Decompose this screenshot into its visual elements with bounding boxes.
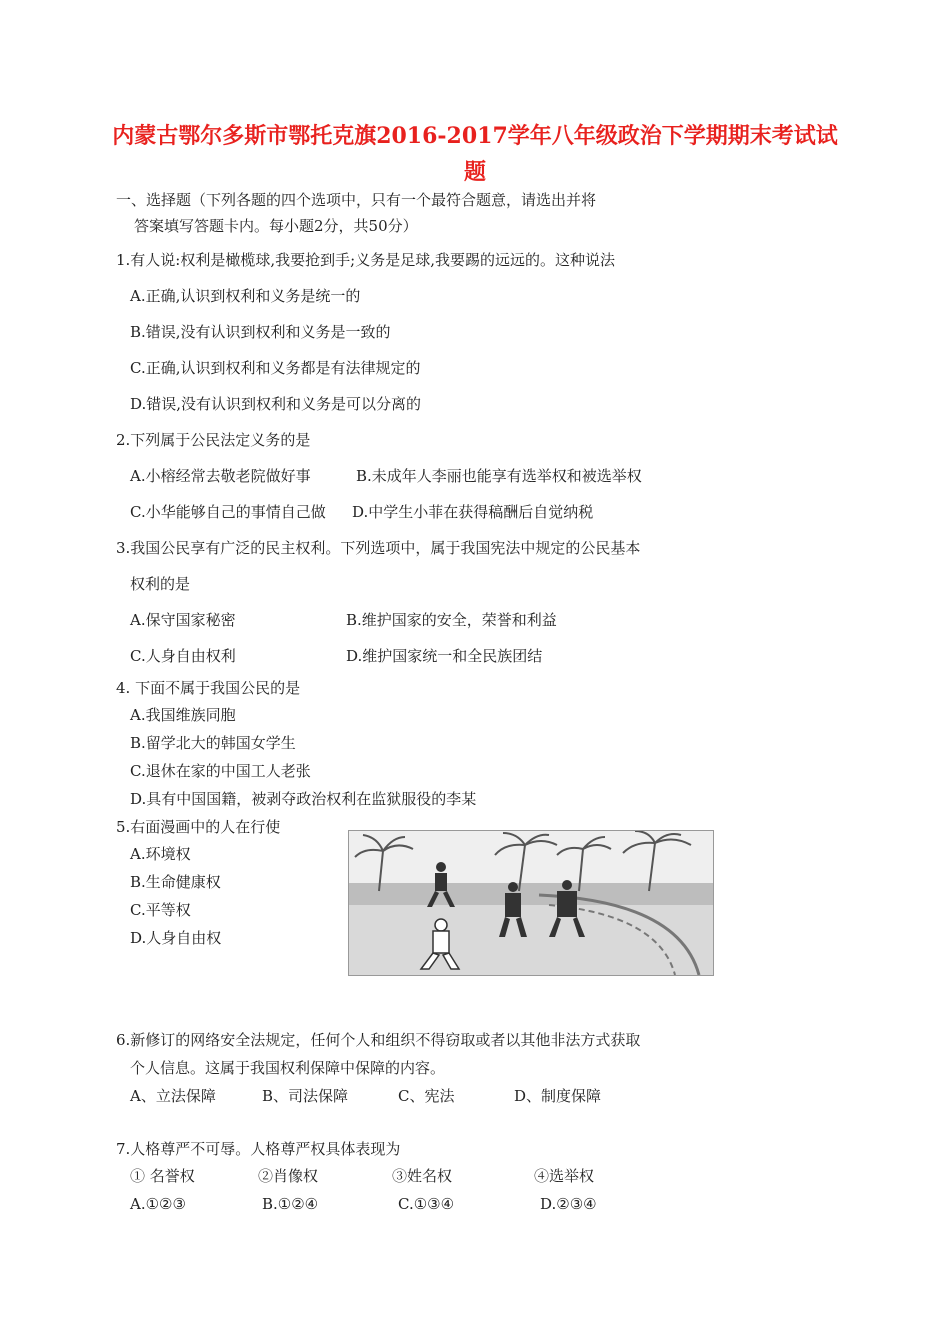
q3-option-d: D.维护国家统一和全民族团结 [346,647,543,665]
q4-option-c: C.退休在家的中国工人老张 [130,762,311,780]
document-title [100,118,850,190]
q2-option-a: A.小榕经常去敬老院做好事 [130,467,311,485]
q3-stem-line-2: 权利的是 [130,575,191,593]
q3-stem-line-1: 3.我国公民享有广泛的民主权利。下列选项中，属于我国宪法中规定的公民基本 [116,539,641,557]
q7-item-3: ③姓名权 [392,1167,453,1185]
q6-stem-line-2: 个人信息。这属于我国权利保障中保障的内容。 [130,1059,446,1077]
q2-option-c: C.小华能够自己的事情自己做 [130,503,326,521]
q7-option-c: C.①③④ [398,1195,455,1213]
q1-option-a: A.正确,认识到权利和义务是统一的 [130,287,361,305]
q5-stem: 5.右面漫画中的人在行使 [116,818,281,836]
q4-option-d: D.具有中国国籍，被剥夺政治权利在监狱服役的李某 [130,790,477,808]
q1-option-b: B.错误,没有认识到权利和义务是一致的 [130,323,391,341]
q3-option-a: A.保守国家秘密 [130,611,236,629]
q7-option-d: D.②③④ [540,1195,597,1213]
q1-stem: 1.有人说:权利是橄榄球,我要抢到手;义务是足球,我要踢的远远的。这种说法 [116,251,615,269]
q5-option-c: C.平等权 [130,901,191,919]
title-line-1: 内蒙古鄂尔多斯市鄂托克旗2016-2017学年八年级政治下学期期末考试试 [112,123,838,149]
q7-item-4: ④选举权 [534,1167,595,1185]
q6-option-d: D、制度保障 [514,1087,602,1105]
q2-stem: 2.下列属于公民法定义务的是 [116,431,311,449]
q7-item-2: ②肖像权 [258,1167,319,1185]
section-heading-line-2: 答案填写答题卡内。每小题2分，共50分） [134,217,418,235]
q3-option-c: C.人身自由权利 [130,647,236,665]
q7-stem: 7.人格尊严不可辱。人格尊严权具体表现为 [116,1140,401,1158]
q3-option-b: B.维护国家的安全，荣誉和利益 [346,611,557,629]
q5-option-a: A.环境权 [130,845,191,863]
q5-option-d: D.人身自由权 [130,929,222,947]
q4-option-b: B.留学北大的韩国女学生 [130,734,296,752]
q1-option-d: D.错误,没有认识到权利和义务是可以分离的 [130,395,422,413]
q6-stem-line-1: 6.新修订的网络安全法规定，任何个人和组织不得窃取或者以其他非法方式获取 [116,1031,641,1049]
q6-option-c: C、宪法 [398,1087,455,1105]
q7-option-a: A.①②③ [130,1195,186,1213]
q2-option-b: B.未成年人李丽也能享有选举权和被选举权 [356,467,642,485]
section-heading-line-1: 一、选择题（下列各题的四个选项中，只有一个最符合题意，请选出并将 [116,191,597,209]
q5-option-b: B.生命健康权 [130,873,221,891]
q4-option-a: A.我国维族同胞 [130,706,236,724]
q1-option-c: C.正确,认识到权利和义务都是有法律规定的 [130,359,421,377]
title-line-2: 题 [463,159,486,185]
q7-option-b: B.①②④ [262,1195,319,1213]
q4-stem: 4. 下面不属于我国公民的是 [116,679,301,697]
exercise-cartoon-image [348,830,714,976]
q6-option-b: B、司法保障 [262,1087,349,1105]
q2-option-d: D.中学生小菲在获得稿酬后自觉纳税 [352,503,594,521]
q7-item-1: ① 名誉权 [130,1167,195,1185]
q6-option-a: A、立法保障 [130,1087,216,1105]
park-exercise-illustration [349,831,713,975]
